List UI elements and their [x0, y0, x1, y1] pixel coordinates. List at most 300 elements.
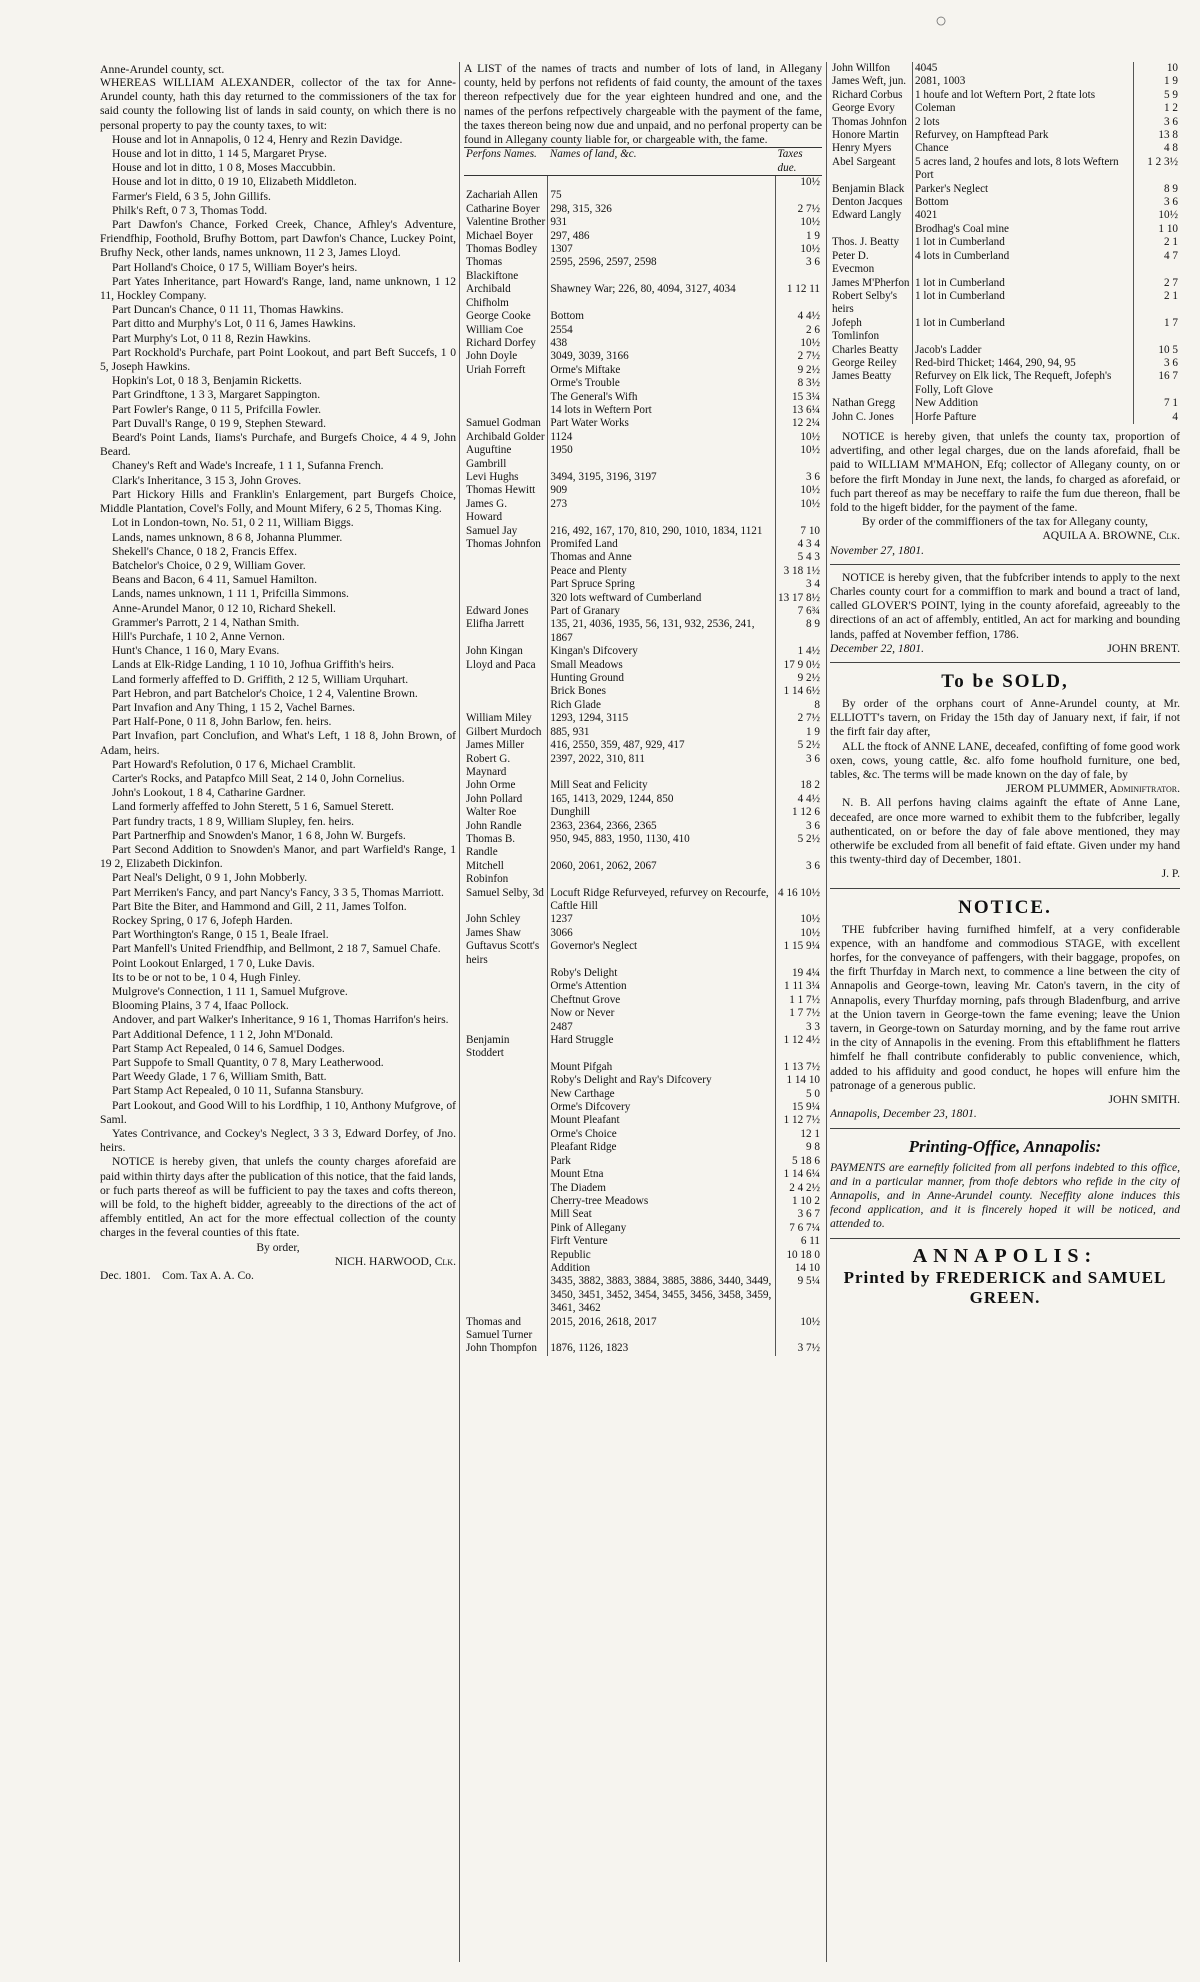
tax-due-cell: 10½ — [800, 430, 820, 443]
list-entry: Lands, names unknown, 1 11 1, Prifcilla Simmons. — [112, 587, 349, 601]
table-row — [464, 820, 822, 833]
land-name-cell: 1307 — [548, 243, 776, 256]
tax-due-cell: 15 3¼ — [792, 390, 820, 403]
sale-paragraph: By order of the orphans court of Anne-Arundel county, at Mr. ELLIOTT's tavern, on Friday the 15th day of January next, if fair, if not the firft fair day after, — [830, 697, 1180, 739]
table-row — [464, 364, 822, 377]
list-entry: Part Stamp Act Repealed, 0 14 6, Samuel Dodges. — [112, 1041, 345, 1055]
table-row — [464, 484, 822, 497]
table-row — [464, 753, 822, 780]
land-name-cell: Small Meadows — [548, 659, 776, 672]
table-row — [464, 605, 822, 618]
table-row — [830, 236, 1180, 249]
tax-due-cell: 2 7½ — [797, 712, 820, 725]
person-name-cell: James Beatty — [830, 370, 913, 397]
list-entry: Beard's Point Lands, Iiams's Purchafe, and Burgefs Choice, 4 4 9, John Beard. — [100, 431, 456, 459]
list-entry: Part Howard's Refolution, 0 17 6, Michael Cramblit. — [112, 757, 356, 771]
list-entry: Part Lookout, and Good Will to his Lordfhip, 1 10, Anthony Mufgrove, of Saml. — [100, 1098, 456, 1126]
allegany-table — [464, 147, 822, 1356]
tax-due-cell: 1 14 10 — [786, 1074, 820, 1087]
table-row — [830, 290, 1180, 317]
person-name-cell: Denton Jacques — [830, 196, 913, 209]
person-name-cell: Lloyd and Paca — [464, 659, 548, 672]
person-name-cell: Edward Jones — [464, 605, 548, 618]
table-row — [830, 116, 1180, 129]
land-name-cell: Red-bird Thicket; 1464, 290, 94, 95 — [913, 357, 1134, 370]
list-entry: Part Partnerfhip and Snowden's Manor, 1 6 8, John W. Burgefs. — [112, 828, 406, 842]
tax-due-cell: 5 4 3 — [797, 551, 820, 564]
table-row — [830, 397, 1180, 410]
person-name-cell: Thomas Johnfon — [464, 538, 548, 551]
divider — [830, 662, 1180, 663]
table-row — [464, 310, 822, 323]
person-name-cell: Abel Sargeant — [830, 156, 913, 183]
tax-due-cell: 15 9¼ — [792, 1101, 820, 1114]
table-row — [464, 685, 822, 698]
land-name-cell: 14 lots in Weftern Port — [548, 404, 776, 417]
list-entry: House and lot in ditto, 1 14 5, Margaret Pryse. — [112, 147, 327, 161]
table-row — [464, 1235, 822, 1248]
tax-due-cell: 1 1 7½ — [789, 993, 820, 1006]
person-name-cell: Gilbert Murdoch — [464, 726, 548, 739]
tax-due-cell: 8 9 — [806, 618, 820, 631]
land-name-cell: 1 lot in Cumberland — [913, 290, 1134, 317]
land-name-cell: 1 houfe and lot Weftern Port, 2 ftate lots — [913, 89, 1134, 102]
person-name-cell: William Coe — [464, 324, 548, 337]
list-entry: Part Stamp Act Repealed, 0 10 11, Sufanna Stansbury. — [112, 1084, 364, 1098]
person-name-cell — [464, 967, 548, 980]
date-line: Annapolis, December 23, 1801. — [830, 1107, 977, 1121]
land-name-cell: Peace and Plenty — [548, 565, 776, 578]
tax-due-cell: 3 6 — [1164, 115, 1178, 128]
table-row — [464, 860, 822, 887]
table-row — [464, 726, 822, 739]
notice-paragraph: NOTICE is hereby given, that unlefs the county tax, proportion of advertifing, and other legal charges, due on the lands aforefaid, fhall be paid to WILLIAM M'MAHON, Efq; collector of Allegany county, on or before the firft Monday in June next, the lands, fo charged as aforefaid, or fuch part thereof as may be neceffary to raife the fum due thereon, fhall be fold to the higeft bidder, for the payment of the fame. — [830, 429, 1180, 514]
person-name-cell: Thomas Johnfon — [830, 116, 913, 129]
list-entry: Beans and Bacon, 6 4 11, Samuel Hamilton. — [112, 573, 318, 587]
person-name-cell: Jofeph Tomlinfon — [830, 317, 913, 344]
list-entry: Hunt's Chance, 1 16 0, Mary Evans. — [112, 644, 280, 658]
land-name-cell: Mount Pifgah — [548, 1061, 776, 1074]
land-name-cell: Brick Bones — [548, 685, 776, 698]
person-name-cell: John Pollard — [464, 793, 548, 806]
person-name-cell: John Willfon — [830, 62, 913, 75]
person-name-cell — [464, 980, 548, 993]
table-row — [464, 444, 822, 471]
person-name-cell: George Cooke — [464, 310, 548, 323]
land-name-cell: The General's Wifh — [548, 391, 776, 404]
land-name-cell: Firft Venture — [548, 1235, 776, 1248]
person-name-cell: Zachariah Allen — [464, 189, 548, 202]
land-name-cell: 2 lots — [913, 116, 1134, 129]
list-entry: Part ditto and Murphy's Lot, 0 11 6, James Hawkins. — [112, 317, 356, 331]
land-name-cell: 2060, 2061, 2062, 2067 — [548, 860, 776, 887]
initials: J. P. — [1161, 867, 1180, 881]
table-row — [464, 793, 822, 806]
tax-due-cell: 13 6¼ — [792, 403, 820, 416]
divider — [830, 564, 1180, 565]
table-row — [464, 176, 822, 190]
tax-due-cell: 8 3½ — [797, 377, 820, 390]
table-row — [464, 592, 822, 605]
tax-due-cell: 4 4½ — [797, 792, 820, 805]
land-name-cell: 885, 931 — [548, 726, 776, 739]
land-name-cell: 216, 492, 167, 170, 810, 290, 1010, 1834, 1121 — [548, 525, 776, 538]
tax-due-cell: 2 1 — [1164, 236, 1178, 249]
table-row — [464, 230, 822, 243]
tax-due-cell: 10½ — [800, 926, 820, 939]
person-name-cell — [464, 1061, 548, 1074]
table-row — [830, 142, 1180, 155]
tax-due-cell: 2 1 — [1164, 289, 1178, 302]
table-row — [464, 404, 822, 417]
tax-due-cell: 1 2 — [1164, 102, 1178, 115]
table-row — [464, 1114, 822, 1127]
person-name-cell: James Miller — [464, 739, 548, 752]
land-name-cell: Part Spruce Spring — [548, 578, 776, 591]
tax-due-cell: 3 6 — [1164, 196, 1178, 209]
tax-due-cell: 1 14 6½ — [783, 685, 820, 698]
table-row — [464, 189, 822, 202]
person-name-cell: Benjamin Black — [830, 183, 913, 196]
person-name-cell — [464, 1128, 548, 1141]
table-row — [464, 1155, 822, 1168]
tax-due-cell: 10 18 0 — [786, 1248, 820, 1261]
tax-due-cell: 1 9 — [806, 725, 820, 738]
sale-paragraph: ALL the ftock of ANNE LANE, deceafed, confifting of fome good work oxen, cows, young cattle, &c. alfo fome houfhold furniture, one bed, tables, &c. The terms will be made known on the day of fale, by — [830, 739, 1180, 782]
table-row — [464, 431, 822, 444]
list-entry: Chaney's Reft and Wade's Increafe, 1 1 1, Sufanna French. — [112, 459, 384, 473]
tax-due-cell: 1 9 — [1164, 75, 1178, 88]
list-entry: Part Duncan's Chance, 0 11 11, Thomas Hawkins. — [112, 303, 344, 317]
list-entry: House and lot in Annapolis, 0 12 4, Henry and Rezin Davidge. — [112, 132, 403, 146]
list-entry: Lot in London-town, No. 51, 0 2 11, William Biggs. — [112, 516, 354, 530]
list-entry: Part Hebron, and part Batchelor's Choice, 1 2 4, Valentine Brown. — [112, 686, 418, 700]
tax-due-cell: 1 10 — [1158, 222, 1178, 235]
tax-due-cell: 4 3 4 — [797, 538, 820, 550]
list-entry: Philk's Reft, 0 7 3, Thomas Todd. — [112, 203, 268, 217]
intro-paragraph: A LIST of the names of tracts and number of lots of land, in Allegany county, held by perfons not refidents of faid county, the amount of the taxes thereon refpectively due for the year eighteen hundred and one, and the names of the perfons refpectively chargeable with the payment of the fame, the taxes thereon being now due and unpaid, and no perfonal property can be found in Allegany county liable for, or chargeable with, the fame. — [464, 62, 822, 147]
list-entry: John's Lookout, 1 8 4, Catharine Gardner. — [112, 786, 306, 800]
tax-due-cell: 12 2¼ — [792, 417, 820, 430]
tax-due-cell: 1 12 11 — [786, 283, 820, 296]
tax-due-cell: 1 2 3½ — [1147, 155, 1178, 168]
list-entry: Point Lookout Enlarged, 1 7 0, Luke Davis. — [112, 956, 315, 970]
land-name-cell: Orme's Difcovery — [548, 1101, 776, 1114]
land-name-cell: Part Water Works — [548, 417, 776, 430]
tax-due-cell: 2 7 — [1164, 276, 1178, 289]
land-name-cell: Refurvey, on Hampftead Park — [913, 129, 1134, 142]
person-name-cell: John Orme — [464, 779, 548, 792]
list-entry: Part Duvall's Range, 0 19 9, Stephen Steward. — [112, 416, 326, 430]
tax-due-cell: 5 9 — [1164, 88, 1178, 101]
table-row — [464, 1128, 822, 1141]
land-name-cell: 2363, 2364, 2366, 2365 — [548, 820, 776, 833]
table-row — [464, 216, 822, 229]
table-row — [830, 370, 1180, 397]
person-name-cell — [464, 1208, 548, 1221]
table-row — [830, 209, 1180, 222]
person-name-cell: Michael Boyer — [464, 230, 548, 243]
land-name-cell: Shawney War; 226, 80, 4094, 3127, 4034 — [548, 283, 776, 310]
list-entry: Carter's Rocks, and Patapfco Mill Seat, 2 14 0, John Cornelius. — [112, 771, 405, 785]
list-entry: Grammer's Parrott, 2 1 4, Nathan Smith. — [112, 615, 300, 629]
tax-due-cell: 10 5 — [1158, 343, 1178, 356]
tax-due-cell: 1 14 6¼ — [783, 1168, 820, 1181]
signature-line — [830, 642, 1180, 656]
person-name-cell — [464, 1262, 548, 1275]
tax-due-cell: 5 18 6 — [792, 1154, 820, 1167]
section-heading: Anne-Arundel county, sct. — [100, 62, 225, 76]
person-name-cell: Elifha Jarrett — [464, 618, 548, 645]
land-name-cell: 297, 486 — [548, 230, 776, 243]
table-row — [464, 1275, 822, 1315]
list-entry: Rockey Spring, 0 17 6, Jofeph Harden. — [112, 913, 293, 927]
land-name-cell: Parker's Neglect — [913, 183, 1134, 196]
list-entry: Part Suppofe to Small Quantity, 0 7 8, Mary Leatherwood. — [112, 1056, 384, 1070]
person-name-cell: Edward Langly — [830, 209, 913, 222]
person-name-cell — [464, 404, 548, 417]
table-row — [464, 203, 822, 216]
list-entry: Farmer's Field, 6 3 5, John Gillifs. — [112, 189, 271, 203]
table-row — [464, 712, 822, 725]
sale-title: To be SOLD, — [941, 671, 1069, 693]
land-name-cell: Chance — [913, 142, 1134, 155]
list-entry: Hill's Purchafe, 1 10 2, Anne Vernon. — [112, 629, 285, 643]
tax-due-cell: 7 6 7¼ — [789, 1221, 820, 1234]
land-name-cell: 2397, 2022, 310, 811 — [548, 753, 776, 780]
table-row — [830, 344, 1180, 357]
person-name-cell: James G. Howard — [464, 498, 548, 525]
table-row — [464, 1034, 822, 1061]
table-row — [464, 913, 822, 926]
tax-due-cell: 8 — [814, 698, 820, 711]
land-name-cell: Governor's Neglect — [548, 940, 776, 967]
person-name-cell: James Shaw — [464, 927, 548, 940]
table-body — [464, 176, 822, 1356]
tax-due-cell: 12 1 — [800, 1127, 820, 1140]
tax-due-cell: 9 2½ — [797, 672, 820, 685]
list-entry: Lands, names unknown, 8 6 8, Johanna Plummer. — [112, 530, 343, 544]
tax-due-cell: 5 2½ — [797, 832, 820, 845]
notice-paragraph: NOTICE is hereby given, that the fubfcriber intends to apply to the next Charles county court for a commiffion to mark and bound a tract of land, called GLOVER'S POINT, lying in the county aforefaid, agreeably to the directions of an act of affembly, entitled, An act for marking and bounding lands, paffed at November feffion, 1786. — [830, 570, 1180, 641]
list-entry: Andover, and part Walker's Inheritance, 9 16 1, Thomas Harrifon's heirs. — [112, 1013, 449, 1027]
table-row — [830, 62, 1180, 75]
table-row — [464, 256, 822, 283]
imprint-city: ANNAPOLIS: — [912, 1244, 1098, 1267]
person-name-cell: Henry Myers — [830, 142, 913, 155]
tax-due-cell: 2 6 — [806, 323, 820, 336]
table-row — [464, 806, 822, 819]
table-row — [464, 967, 822, 980]
person-name-cell: George Reiley — [830, 357, 913, 370]
person-name-cell — [464, 1182, 548, 1195]
tax-due-cell: 16 7 — [1158, 370, 1178, 383]
land-name-cell: 416, 2550, 359, 487, 929, 417 — [548, 739, 776, 752]
list-entry: Part Bite the Biter, and Hammond and Gill, 2 11, James Tolfon. — [112, 899, 407, 913]
person-name-cell: Walter Roe — [464, 806, 548, 819]
tax-due-cell: 4 16 10½ — [778, 886, 820, 899]
person-name-cell: Thomas B. Randle — [464, 833, 548, 860]
table-row — [464, 940, 822, 967]
person-name-cell — [464, 391, 548, 404]
land-name-cell: 135, 21, 4036, 1935, 56, 131, 932, 2536, 241, 1867 — [548, 618, 776, 645]
land-name-cell: 5 acres land, 2 houfes and lots, 8 lots Weftern Port — [913, 156, 1134, 183]
table-row — [830, 317, 1180, 344]
land-name-cell: 1293, 1294, 3115 — [548, 712, 776, 725]
table-row — [464, 1249, 822, 1262]
table-row — [464, 618, 822, 645]
person-name-cell — [464, 176, 548, 190]
table-row — [830, 277, 1180, 290]
tax-due-cell: 1 4½ — [797, 645, 820, 658]
tax-due-cell: 9 8 — [806, 1141, 820, 1154]
signer: JOHN SMITH. — [1108, 1093, 1180, 1107]
land-name-cell: Addition — [548, 1262, 776, 1275]
person-name-cell: Richard Dorfey — [464, 337, 548, 350]
person-name-cell: Honore Martin — [830, 129, 913, 142]
land-name-cell: Mount Pleafant — [548, 1114, 776, 1127]
column-notices — [830, 62, 1180, 1962]
land-name-cell: New Addition — [913, 397, 1134, 410]
intro-paragraph: WHEREAS WILLIAM ALEXANDER, collector of the tax for Anne-Arundel county, hath this day returned to the commissioners of the tax for said county the following list of lands in said county, on which there is no personal property to pay the county taxes, to wit: — [100, 76, 456, 132]
allegany-table-continued — [830, 62, 1180, 424]
tax-due-cell: 1 13 7½ — [783, 1060, 820, 1073]
table-row — [464, 391, 822, 404]
person-name-cell: Thomas and Samuel Turner — [464, 1316, 548, 1343]
tax-due-cell: 1 12 6 — [792, 806, 820, 819]
column-allegany-list — [464, 62, 822, 1962]
person-name-cell — [464, 1114, 548, 1127]
person-name-cell: Guftavus Scott's heirs — [464, 940, 548, 967]
table-row — [464, 1168, 822, 1181]
person-name-cell: John Doyle — [464, 350, 548, 363]
list-entry: Part Second Addition to Snowden's Manor, and part Warfield's Range, 1 19 2, Elizabeth Dickinfon. — [100, 842, 456, 871]
person-name-cell — [464, 699, 548, 712]
person-name-cell: Thomas Bodley — [464, 243, 548, 256]
person-name-cell: Thomas Hewitt — [464, 484, 548, 497]
land-name-cell: Brodhag's Coal mine — [913, 223, 1134, 236]
land-name-cell: Roby's Delight and Ray's Difcovery — [548, 1074, 776, 1087]
list-entry: Its to be or not to be, 1 0 4, Hugh Finley. — [112, 970, 301, 984]
person-name-cell — [464, 1155, 548, 1168]
person-name-cell: Robert Selby's heirs — [830, 290, 913, 317]
person-name-cell — [464, 578, 548, 591]
table-row — [464, 578, 822, 591]
order-line: By order, — [256, 1240, 300, 1254]
land-name-cell: 273 — [548, 498, 776, 525]
land-name-cell: Refurvey on Elk lick, The Requeft, Jofeph's Folly, Loft Glove — [913, 370, 1134, 397]
list-entry: Shekell's Chance, 0 18 2, Francis Effex. — [112, 544, 298, 558]
person-name-cell — [464, 1195, 548, 1208]
person-name-cell: Thomas Blackiftone — [464, 256, 548, 283]
tax-due-cell: 10½ — [800, 176, 820, 189]
land-name-cell: Jacob's Ladder — [913, 344, 1134, 357]
tax-due-cell: 1 10 2 — [792, 1194, 820, 1207]
table-row — [464, 1182, 822, 1195]
tax-due-cell: 10½ — [800, 1315, 820, 1328]
person-name-cell — [464, 1235, 548, 1248]
person-name-cell — [464, 1275, 548, 1315]
divider — [830, 1128, 1180, 1129]
table-row — [464, 551, 822, 564]
tax-due-cell: 10½ — [800, 913, 820, 926]
land-name-cell: Locuft Ridge Refurveyed, refurvey on Recourfe, Caftle Hill — [548, 887, 776, 914]
list-entry: House and lot in ditto, 1 0 8, Moses Maccubbin. — [112, 161, 336, 175]
land-name-cell: Orme's Trouble — [548, 377, 776, 390]
land-name-cell: Cherry-tree Meadows — [548, 1195, 776, 1208]
table-row — [830, 183, 1180, 196]
land-name-cell: 4045 — [913, 62, 1134, 75]
land-name-cell — [548, 176, 776, 190]
table-row — [464, 243, 822, 256]
land-name-cell: 1876, 1126, 1823 — [548, 1342, 776, 1355]
table-row — [464, 980, 822, 993]
tax-due-cell: 5 0 — [806, 1087, 820, 1100]
table-row — [830, 223, 1180, 236]
tax-due-cell: 1 7 7½ — [789, 1007, 820, 1020]
list-entry: Part Merriken's Fancy, and part Nancy's Fancy, 3 3 5, Thomas Marriott. — [112, 885, 444, 899]
list-entry: Part Worthington's Range, 0 15 1, Beale Ifrael. — [112, 928, 329, 942]
land-name-cell: 3049, 3039, 3166 — [548, 350, 776, 363]
tax-due-cell: 1 7 — [1164, 316, 1178, 329]
person-name-cell: Valentine Brother — [464, 216, 548, 229]
list-entry: Part Dawfon's Chance, Forked Creek, Chance, Afhley's Adventure, Friendfhip, Foothold, Brufhy Bottom, part Dawfon's Chance, Luckey Point, Brufhy Neck, other lands, names unknown, 11 2 3, James Lloyd. — [100, 218, 456, 260]
land-name-cell: Rich Glade — [548, 699, 776, 712]
list-entry: Part Half-Pone, 0 11 8, John Barlow, fen. heirs. — [112, 715, 332, 729]
page-mark: ○ — [935, 10, 948, 32]
person-name-cell: John Kingan — [464, 645, 548, 658]
land-name-cell: Orme's Miftake — [548, 364, 776, 377]
land-name-cell: 931 — [548, 216, 776, 229]
land-name-cell: 1237 — [548, 913, 776, 926]
person-name-cell — [464, 565, 548, 578]
list-entry: Part Fowler's Range, 0 11 5, Prifcilla Fowler. — [112, 402, 322, 416]
person-name-cell — [464, 1141, 548, 1154]
land-name-cell: Part of Granary — [548, 605, 776, 618]
table-row — [464, 1021, 822, 1034]
table-row — [464, 1195, 822, 1208]
land-name-cell: Park — [548, 1155, 776, 1168]
tax-due-cell: 19 4¼ — [792, 967, 820, 979]
land-name-cell: Kingan's Difcovery — [548, 645, 776, 658]
list-entry: Land formerly affeffed to D. Griffith, 2 12 5, William Urquhart. — [112, 672, 409, 686]
person-name-cell — [464, 1021, 548, 1034]
entry-list — [100, 133, 456, 1156]
person-name-cell: James Weft, jun. — [830, 75, 913, 88]
tax-due-cell: 3 6 — [806, 470, 820, 483]
signer: JEROM PLUMMER, Adminiftrator. — [1005, 782, 1180, 796]
table-row — [464, 283, 822, 310]
sale-note: N. B. All perfons having claims againft the eftate of Anne Lane, deceafed, are once more warned to exhibit them to the fubfcriber, legally authenticated, on or before the day of fale above mentioned, they may otherwife be excluded from all benefit of faid eftate. Given under my hand this twenty-third day of December, 1801. — [830, 796, 1180, 867]
table-row — [830, 102, 1180, 115]
person-name-cell: Richard Corbus — [830, 89, 913, 102]
land-name-cell: Mount Etna — [548, 1168, 776, 1181]
header-land: Names of land, &c. — [548, 148, 776, 176]
date-line — [100, 1269, 456, 1283]
land-name-cell: Orme's Attention — [548, 980, 776, 993]
signer: NICH. HARWOOD, Clk. — [334, 1254, 456, 1268]
divider — [830, 1238, 1180, 1239]
land-name-cell: Orme's Choice — [548, 1128, 776, 1141]
land-name-cell: 2595, 2596, 2597, 2598 — [548, 256, 776, 283]
tax-due-cell: 9 2½ — [797, 363, 820, 376]
table-row — [464, 1222, 822, 1235]
list-entry: Part Rockhold's Purchafe, part Point Lookout, and part Beft Succefs, 1 0 5, Joseph Hawkins. — [100, 345, 456, 374]
list-entry: Mulgrove's Connection, 1 11 1, Samuel Mufgrove. — [112, 985, 348, 998]
land-name-cell: 950, 945, 883, 1950, 1130, 410 — [548, 833, 776, 860]
list-entry: Part Invafion, part Conclufion, and What's Left, 1 18 8, John Brown, of Adam, heirs. — [100, 729, 456, 757]
table-row — [830, 75, 1180, 88]
